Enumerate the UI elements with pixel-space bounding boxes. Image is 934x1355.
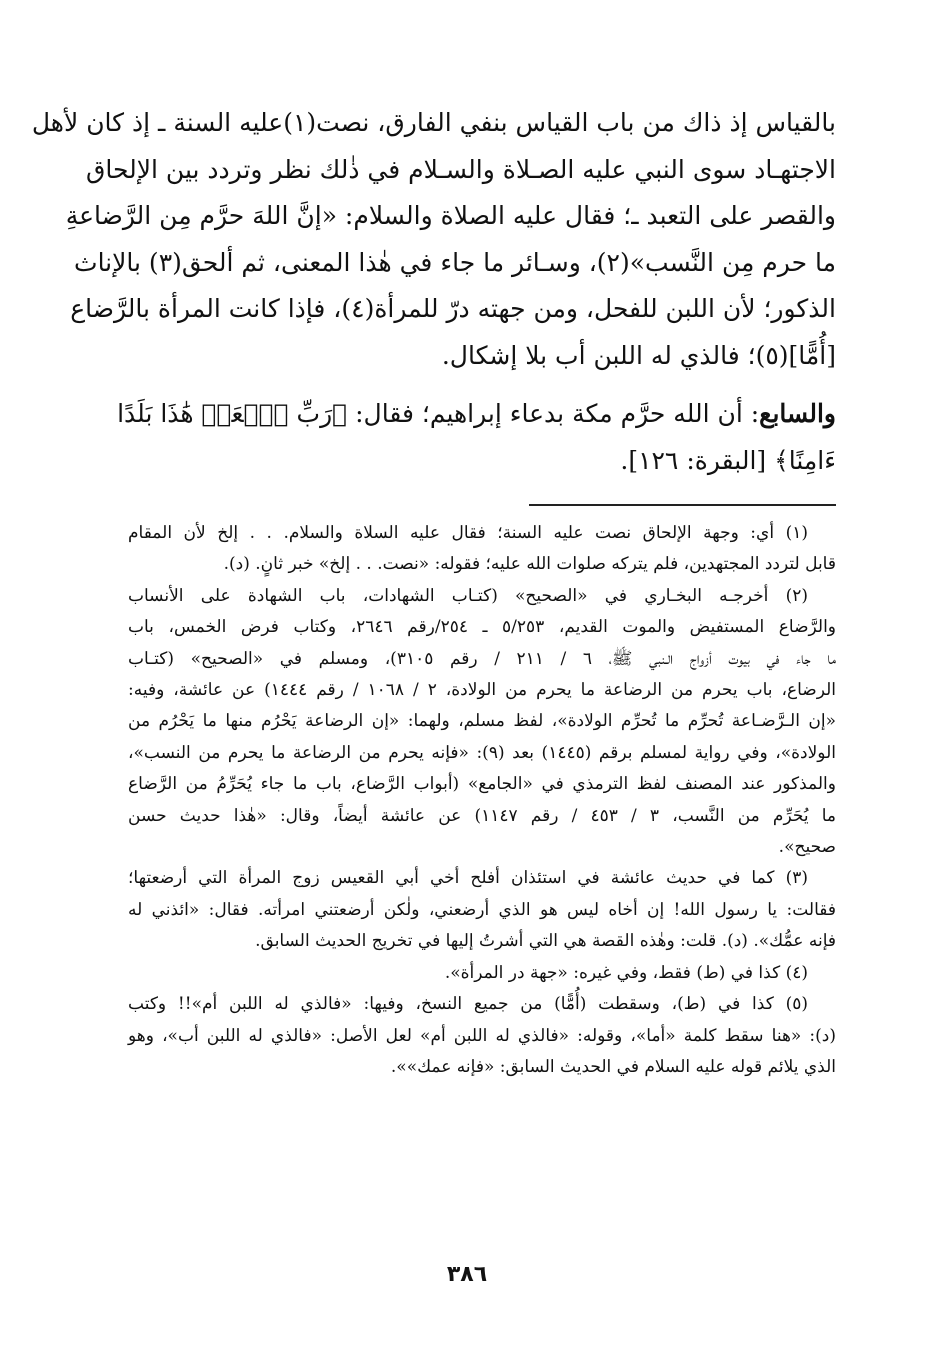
footnote-line: (٣) كما في حديث عائشة في استئذان أفلح أخي أبي القعيس زوج المرأة التي أرضعتها؛ [128,868,808,889]
main-line: والقصر على التعبد ـ؛ فقال عليه الصلاة والسلام: «إنَّ اللهَ حرَّم مِن الرَّضاعةِ [65,201,836,230]
footnotes [128,518,836,1083]
main-line: بالقياس إذ ذاك من باب القياس بنفي الفارق، نصت(١)عليه السنة ـ إذ كان لأهل [31,108,836,137]
main-line: الذكور؛ لأن اللبن للفحل، ومن جهته درّ للمرأة(٤)، فإذا كانت المرأة بالرَّضاع [70,294,836,323]
footnote-4 [128,958,836,989]
footnote-line: ما يُحَرِّم من النَّسب، ٣ / ٤٥٣ / رقم ١١٤٧) عن عائشة أيضاً، وقال: «هٰذا حديث حسن [128,805,836,826]
footnote-line: (٤) كذا في (ط) فقط، وفي غيره: «جهة در المرأة». [444,962,808,983]
footnote-line: والرَّضاع المستفيض والموت القديم، ٥/٢٥٣ ـ ٢٥٤/رقم ٢٦٤٦، وكتاب فرض الخمس، باب [128,617,836,638]
footnote-line: الذي يلائم قوله عليه السلام في الحديث السابق: «فإنه عمك»». [390,1056,836,1077]
footnote-line: (٢) أخرجـه البخـاري في «الصحيح» (كتـاب الشهادات، باب الشهادة على الأنساب [128,585,808,606]
main-line: ءَامِنًا﴾ [البقرة: ١٢٦]. [620,445,836,475]
page-number: ٣٨٦ [446,1262,488,1287]
footnote-line: فإنه عمُّك». (د). قلت: وهٰذه القصة هي التي أشرتُ إليها في تخريج الحديث السابق. [255,931,836,952]
footnote-line: الولادة»، وفي رواية لمسلم برقم (١٤٤٥) بعد (٩): «فإنه يحرم من الرضاعة ما يحرم من النسب»، [128,742,836,763]
footnote-line: الرضاع، باب يحرم من الرضاعة ما يحرم من الولادة، ٢ / ١٠٦٨ / رقم ١٤٤٤) عن عائشة، وفيه: [128,680,836,701]
footnote-divider [529,504,836,506]
main-line [117,391,836,438]
footnote-line: (٥) كذا في (ط)، وسقطت (أُمًّا) من جميع النسخ، وفيها: «فالذي له اللبن أم»!! وكتب [128,994,808,1015]
footnote-line: والمذكور عند المصنف لفظ الترمذي في «الجامع» (أبواب الرَّضاع، باب ما جاء يُحَرِّمُ من الرَّضاع [128,774,836,795]
main-line: [أُمًّا](٥)؛ فالذي له اللبن أب بلا إشكال. [441,340,836,370]
footnote-line: صحيح». [778,837,836,858]
footnote-line: (١) أي: وجهة الإلحاق نصت عليه السنة؛ فقال عليه السلاة والسلام. . . إلخ لأن المقام [128,523,808,543]
page-body [31,100,836,1083]
footnote-line: ما جاء في بيوت أزواج الـنبي ﷺ، ٦ / ٢١١ / رقم ٣١٠٥)، ومسلم في «الصحيح» (كتـاب [128,648,836,669]
footnote-3 [128,863,836,957]
paragraph-label: والسابع [759,399,836,428]
paragraph-gap [128,379,836,391]
paragraph-text: : أن الله حرَّم مكة بدعاء إبراهيم؛ فقال: ﴿رَبِّ ٱجۡعَلۡ هَٰذَا بَلَدًا [117,399,760,428]
main-text [31,100,836,484]
footnote-line: (د): «هنا سقط كلمة «أما»، وقوله: «فالذي له اللبن أم» لعل الأصل: «فالذي له اللبن أب»، وهو [128,1025,836,1046]
main-line: ما حرم مِن النَّسب»(٢)، وسـائر ما جاء في هٰذا المعنى، ثم ألحق(٣) بالإناث [74,247,836,277]
main-line: الاجتهـاد سوى النبي عليه الصـلاة والسـلام في ذٰلك نظر وتردد بين الإلحاق [86,154,836,184]
footnote-line: قابل لتردد المجتهدين، فلم يتركه صلوات الله عليه؛ فقوله: «نصت. . . إلخ» خبر ثانٍ. (د). [223,554,836,575]
footnote-1 [128,518,836,581]
footnote-2 [128,581,836,864]
footnote-5 [128,989,836,1083]
footnote-line: «إن الـرَّضـاعة تُحرِّم ما تُحرِّم الولادة»، لفظ مسلم، ولهما: «إن الرضاعة يَحْرُم منها ما يَحْرُم من [128,711,836,732]
footnote-line: فقالت: يا رسول الله! إن أخاه ليس هو الذي أرضعني، ولٰكن أرضعتني امرأته. فقال: «ائذني له [128,899,836,920]
